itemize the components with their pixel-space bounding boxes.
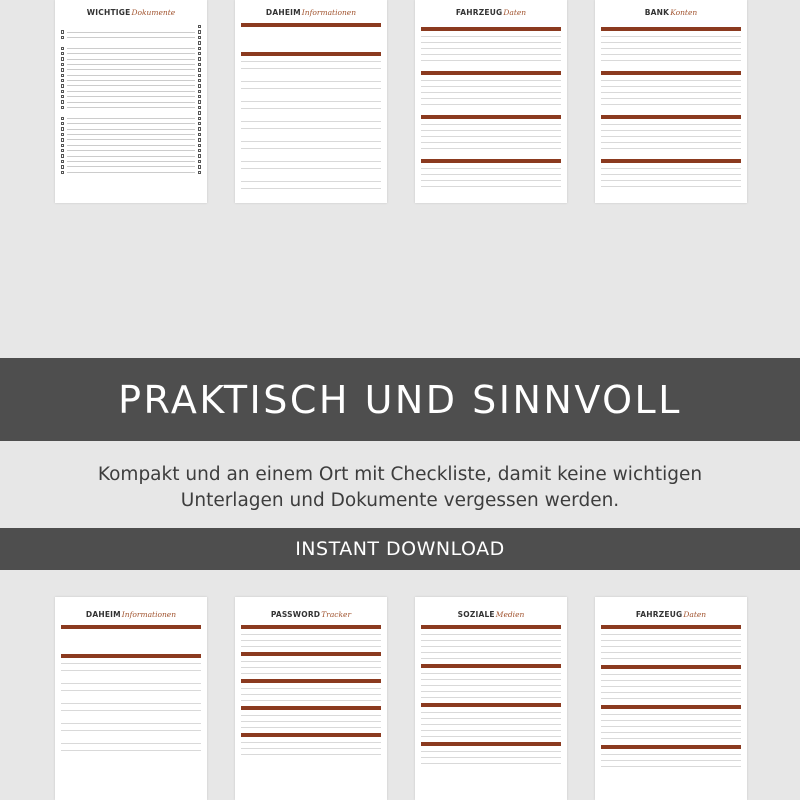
preview-page-wichtige-dokumente [55, 0, 207, 203]
page-title-script: Daten [503, 8, 527, 17]
page-title [415, 607, 567, 621]
preview-page-daheim-informationen [235, 0, 387, 203]
page-title-bold: FAHRZEUG [455, 8, 503, 17]
preview-page-fahrzeug-daten [415, 0, 567, 203]
page-title [55, 607, 207, 621]
description [0, 462, 800, 514]
page-title-bold: PASSWORD [270, 610, 321, 619]
page-title-script: Dokumente [131, 8, 176, 17]
page-title-script: Daten [683, 610, 707, 619]
page-title-script: Tracker [321, 610, 352, 619]
page-title-bold: FAHRZEUG [635, 610, 683, 619]
page-title [55, 5, 207, 19]
page-title-script: Informationen [301, 8, 357, 17]
page-title-bold: SOZIALE [457, 610, 495, 619]
preview-page-password-tracker [235, 597, 387, 800]
preview-page-daheim-informationen-2 [55, 597, 207, 800]
page-title [415, 5, 567, 19]
page-title [595, 5, 747, 19]
page-title-script: Informationen [121, 610, 177, 619]
preview-page-bank-konten [595, 0, 747, 203]
headline: PRAKTISCH UND SINNVOLL [118, 377, 682, 422]
page-title [595, 607, 747, 621]
headline-banner [0, 358, 800, 441]
top-preview-row [0, 0, 800, 204]
description-line-1: Kompakt und an einem Ort mit Checkliste, damit keine wichtigen [97, 464, 703, 485]
download-label: INSTANT DOWNLOAD [295, 538, 505, 560]
page-title-bold: DAHEIM [85, 610, 121, 619]
page-title [235, 607, 387, 621]
description-line-2: Unterlagen und Dokumente vergessen werden. [180, 490, 620, 511]
page-title [235, 5, 387, 19]
page-title-script: Medien [495, 610, 525, 619]
page-title-script: Konten [670, 8, 698, 17]
preview-page-soziale-medien [415, 597, 567, 800]
page-title-bold: WICHTIGE [86, 8, 131, 17]
download-banner [0, 528, 800, 570]
page-title-bold: BANK [644, 8, 670, 17]
page-title-bold: DAHEIM [265, 8, 301, 17]
preview-page-fahrzeug-daten-2 [595, 597, 747, 800]
